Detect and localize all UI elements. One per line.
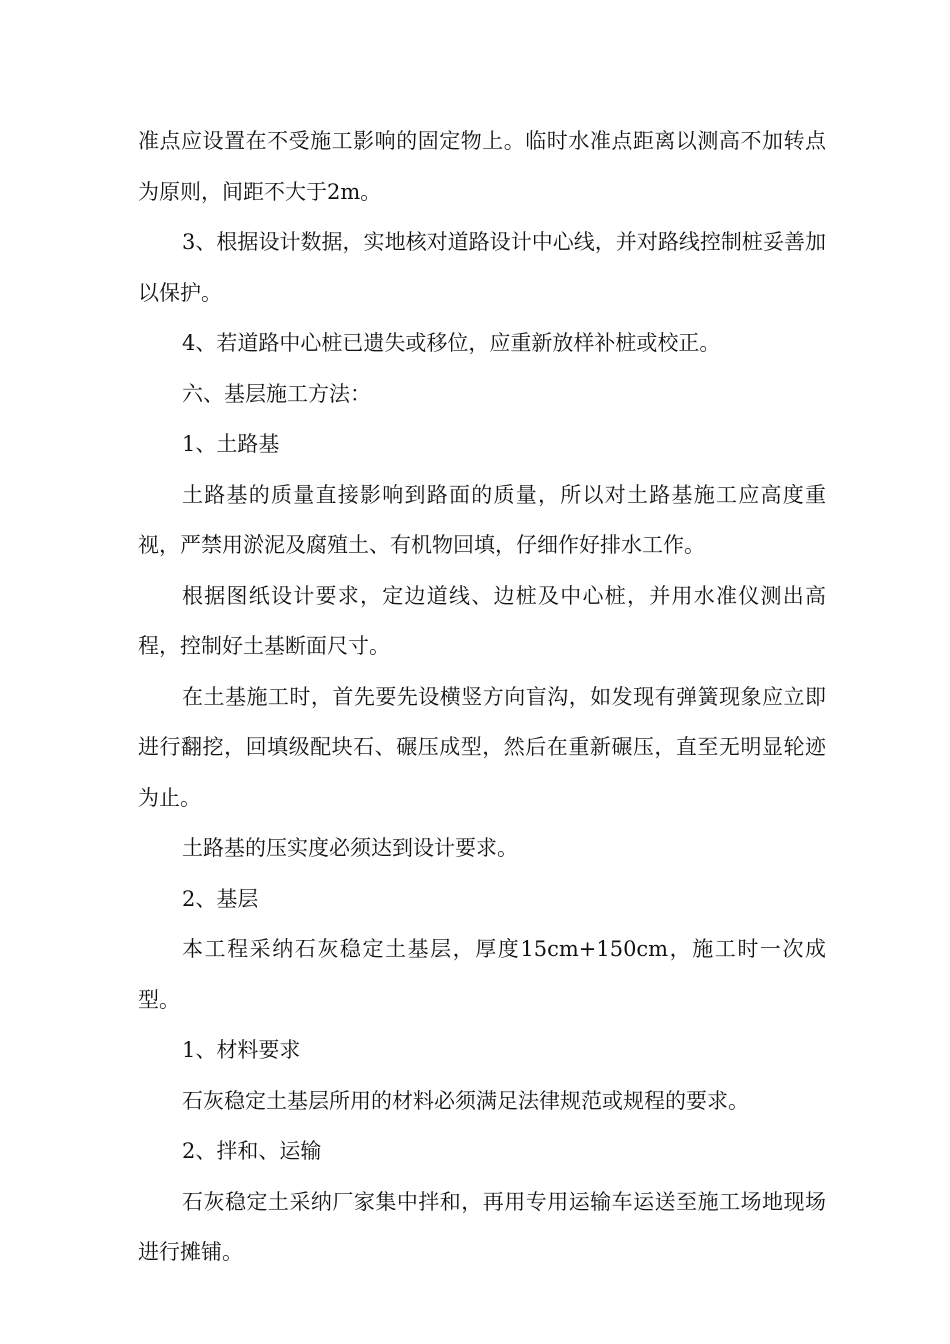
- subheading-mixing-transport: 2、拌和、运输: [182, 1139, 322, 1163]
- paragraph-6: 土路基的质量直接影响到路面的质量，所以对土路基施工应高度重视，严禁用淤泥及腐殖土、有机物回填，仔细作好排水工作。: [138, 482, 826, 557]
- subheading-soil-subgrade: 1、土路基: [182, 432, 280, 456]
- subheading-material-requirements: 1、材料要求: [182, 1038, 301, 1062]
- paragraph-1: 准点应设置在不受施工影响的固定物上。临时水准点距离以测高不加转点为原则，间距不大于2m。: [138, 129, 826, 204]
- paragraph-15: 石灰稳定土采纳厂家集中拌和，再用专用运输车运送至施工场地现场进行摊铺。: [138, 1189, 826, 1264]
- subheading-base-layer: 2、基层: [182, 886, 259, 911]
- paragraph-11: 本工程采纳石灰稳定土基层，厚度15cm+150cm，施工时一次成型。: [138, 937, 826, 1012]
- paragraph-7: 根据图纸设计要求，定边道线、边桩及中心桩，并用水准仪测出高程，控制好土基断面尺寸。: [138, 583, 826, 658]
- paragraph-9: 土路基的压实度必须达到设计要求。: [182, 836, 518, 860]
- paragraph-3: 4、若道路中心桩已遗失或移位，应重新放样补桩或校正。: [182, 331, 721, 355]
- document-body: [138, 116, 826, 1278]
- paragraph-13: 石灰稳定土基层所用的材料必须满足法律规范或规程的要求。: [182, 1088, 749, 1113]
- paragraph-2: 3、根据设计数据，实地核对道路设计中心线，并对路线控制桩妥善加以保护。: [138, 230, 826, 305]
- section-heading-6: 六、基层施工方法：: [182, 381, 371, 406]
- paragraph-8: 在土基施工时，首先要先设横竖方向盲沟，如发现有弹簧现象应立即进行翻挖，回填级配块石、碾压成型，然后在重新碾压，直至无明显轮迹为止。: [138, 684, 826, 810]
